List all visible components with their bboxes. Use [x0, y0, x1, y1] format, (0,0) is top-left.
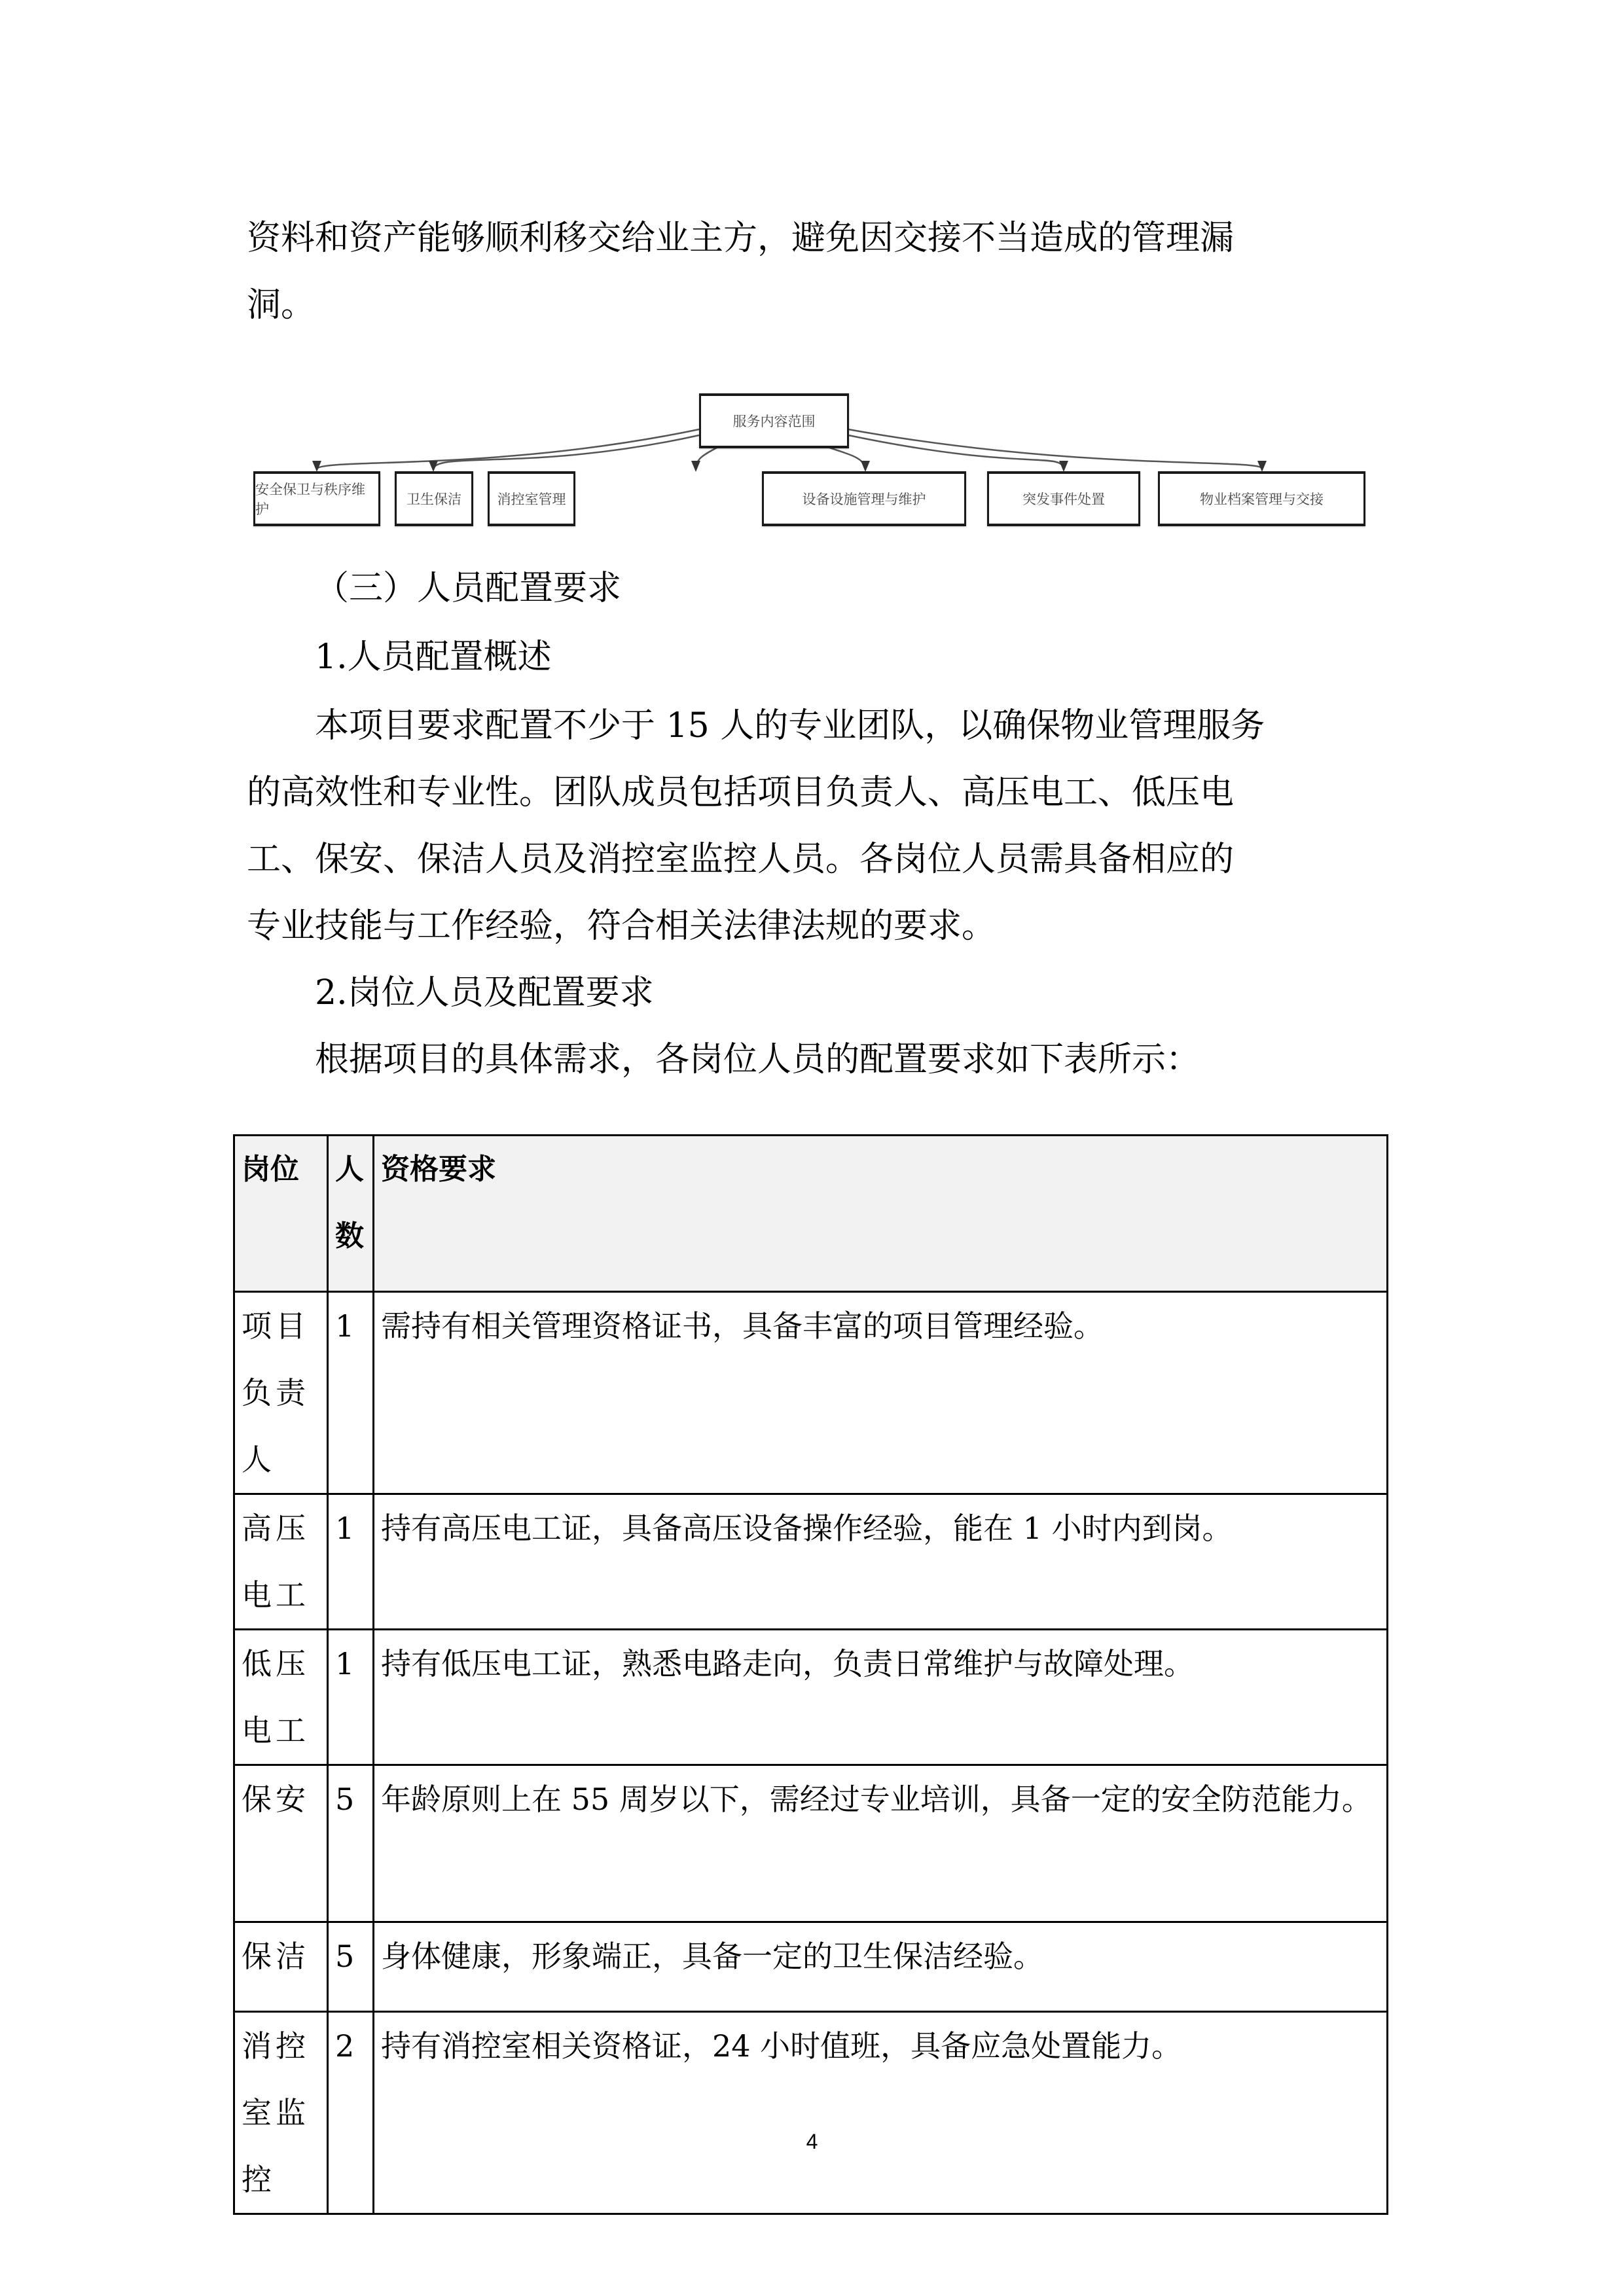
cell-position: 保安	[234, 1765, 328, 1922]
cell-position: 保洁	[234, 1922, 328, 2012]
subsection-heading-positions: 2.岗位人员及配置要求	[315, 973, 654, 1013]
table-row	[234, 1630, 1388, 1765]
diagram-child-node: 安全保卫与秩序维护	[253, 471, 380, 526]
cell-position: 项目负责人	[234, 1292, 328, 1494]
cell-count: 5	[328, 1922, 374, 2012]
cell-position: 消控室监控	[234, 2012, 328, 2214]
table-header-row	[234, 1136, 1388, 1292]
diagram-child-node: 设备设施管理与维护	[762, 471, 966, 526]
cell-count: 1	[328, 1292, 374, 1494]
paragraph-line: 资料和资产能够顺利移交给业主方，避免因交接不当造成的管理漏	[247, 219, 1235, 258]
paragraph-line: 洞。	[247, 285, 316, 325]
diagram-child-node: 消控室管理	[488, 471, 575, 526]
table-row	[234, 1765, 1388, 1922]
cell-position: 低压电工	[234, 1630, 328, 1765]
section-heading: （三）人员配置要求	[315, 569, 622, 608]
paragraph-line: 工、保安、保洁人员及消控室监控人员。各岗位人员需具备相应的	[247, 840, 1235, 879]
diagram-root-node: 服务内容范围	[699, 393, 849, 448]
column-header-requirement: 资格要求	[374, 1136, 1388, 1292]
paragraph-line: 专业技能与工作经验，符合相关法律法规的要求。	[247, 906, 996, 946]
cell-requirement: 持有消控室相关资格证，24 小时值班，具备应急处置能力。	[374, 2012, 1388, 2214]
column-header-position: 岗位	[234, 1136, 328, 1292]
cell-requirement: 年龄原则上在 55 周岁以下，需经过专业培训，具备一定的安全防范能力。	[374, 1765, 1388, 1922]
paragraph-line: 本项目要求配置不少于 15 人的专业团队，以确保物业管理服务	[315, 706, 1265, 745]
cell-requirement: 需持有相关管理资格证书，具备丰富的项目管理经验。	[374, 1292, 1388, 1494]
cell-position: 高压电工	[234, 1494, 328, 1630]
paragraph-line: 根据项目的具体需求，各岗位人员的配置要求如下表所示：	[315, 1040, 1200, 1079]
diagram-connectors	[0, 0, 1624, 543]
diagram-child-node: 物业档案管理与交接	[1158, 471, 1365, 526]
table-row	[234, 1494, 1388, 1630]
column-header-count: 人数	[328, 1136, 374, 1292]
cell-count: 2	[328, 2012, 374, 2214]
cell-count: 1	[328, 1630, 374, 1765]
paragraph-line: 的高效性和专业性。团队成员包括项目负责人、高压电工、低压电	[247, 773, 1235, 812]
diagram-child-node: 突发事件处置	[987, 471, 1140, 526]
cell-requirement: 持有低压电工证，熟悉电路走向，负责日常维护与故障处理。	[374, 1630, 1388, 1765]
subsection-heading-overview: 1.人员配置概述	[315, 637, 552, 677]
diagram-child-node: 卫生保洁	[395, 471, 473, 526]
cell-count: 5	[328, 1765, 374, 1922]
staffing-table	[233, 1134, 1388, 2215]
table-row	[234, 2012, 1388, 2214]
table-row	[234, 1292, 1388, 1494]
table-row	[234, 1922, 1388, 2012]
cell-requirement: 身体健康，形象端正，具备一定的卫生保洁经验。	[374, 1922, 1388, 2012]
page-number: 4	[806, 2130, 818, 2153]
cell-count: 1	[328, 1494, 374, 1630]
cell-requirement: 持有高压电工证，具备高压设备操作经验，能在 1 小时内到岗。	[374, 1494, 1388, 1630]
